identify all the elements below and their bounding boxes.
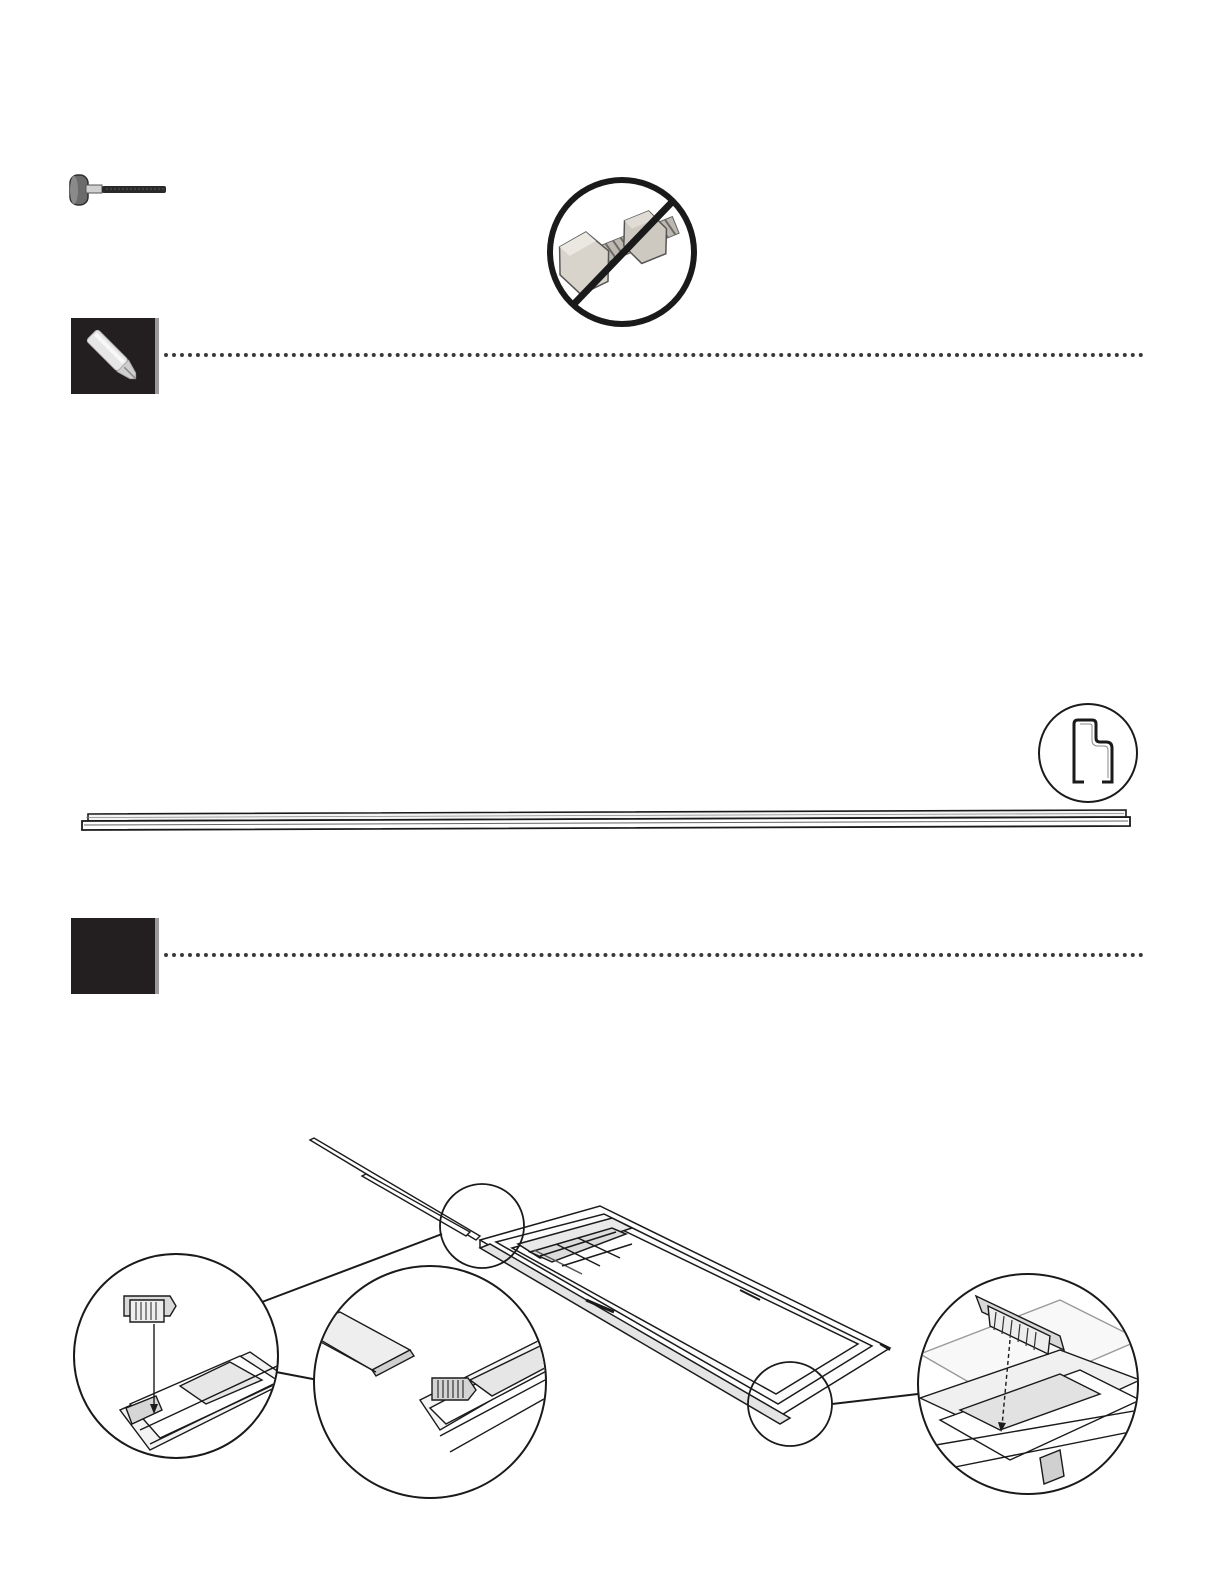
no-bolts-and-nuts-icon — [544, 176, 700, 328]
left-clip-drop-detail — [74, 1254, 290, 1458]
section-divider-1 — [164, 353, 1144, 357]
section-badge-1 — [71, 318, 155, 394]
rubber-mallet-icon — [66, 172, 170, 208]
right-clip-drop-detail — [918, 1274, 1140, 1494]
rail-cross-section-profile-icon — [1036, 702, 1140, 804]
metal-rail-strip — [78, 808, 1134, 836]
section-divider-2 — [164, 953, 1144, 957]
incoming-rails — [310, 1138, 480, 1240]
assembly-diagram — [0, 1130, 1224, 1520]
rail-slide-detail — [300, 1266, 560, 1498]
screwdriver-bit-icon — [71, 318, 155, 394]
section-badge-2 — [71, 918, 155, 994]
